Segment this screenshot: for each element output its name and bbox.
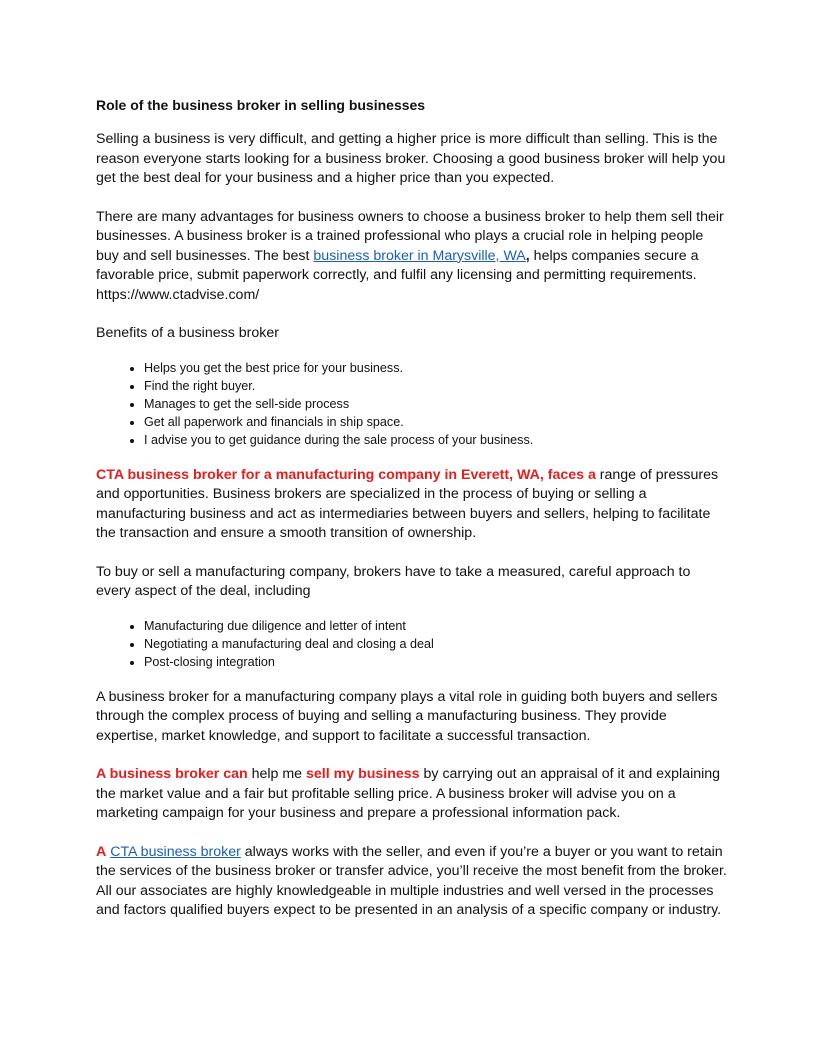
cta-broker-link[interactable]: CTA business broker (110, 843, 241, 860)
cta-paragraph (96, 843, 728, 921)
role-paragraph: A business broker for a manufacturing company plays a vital role in guiding both buyers and sellers through the complex process of buying and selling a manufacturing business. They provide expertise, market knowledge, and support to facilitate a successful transaction. (96, 688, 718, 744)
deal-items-list (96, 617, 728, 671)
manufacturing-text: range of pressures and opportunities. Business brokers are specialized in the process of buying or selling a manufacturing business and act as intermediaries between buyers and sellers, helping to facilitate the transaction and ensure a smooth transition of ownership. (96, 466, 719, 541)
list-item: • Find the right buyer. (144, 377, 728, 395)
cta-highlight: A (96, 843, 107, 860)
sell-my-business-highlight: sell my business (306, 766, 420, 782)
advantages-text: There are many advantages for business owners to choose a business broker to help them sell their businesses. A business broker is a trained professional who plays a crucial role in helping people buy and sell businesses. The best (96, 208, 724, 264)
list-item: • Helps you get the best price for your business. (144, 359, 728, 377)
sell-business-paragraph (96, 765, 728, 824)
link-comma: , (525, 247, 530, 264)
list-item: • Manages to get the sell-side process (144, 395, 728, 413)
document-body (96, 95, 728, 940)
marysville-broker-link[interactable]: business broker in Marysville, WA (313, 247, 526, 264)
list-item: • Get all paperwork and financials in ship space. (144, 413, 728, 431)
list-item: • Negotiating a manufacturing deal and closing a deal (144, 635, 728, 653)
advantages-paragraph (96, 208, 728, 306)
manufacturing-highlight: CTA business broker for a manufacturing company in Everett, WA, faces a (96, 466, 596, 483)
website-url: https://www.ctadvise.com/ (96, 286, 260, 303)
cta-text: always works with the seller, and even if you’re a buyer or you want to retain the services of the business broker or transfer advice, you’ll receive the most benefit from the broker. All our associates are highly knowledgeable in multiple industries and well versed in the processes and factors qualified buyers expect to be presented in an analysis of a specific company or industry. (96, 843, 727, 918)
benefits-list (96, 359, 728, 449)
page-title: Role of the business broker in selling businesses (96, 97, 426, 113)
benefits-heading: Benefits of a business broker (96, 325, 279, 341)
list-item: • Manufacturing due diligence and letter of intent (144, 617, 728, 635)
advantages-text-continued: helps companies secure a favorable price, submit paperwork correctly, and fulfil any licensing and permitting requirements. (96, 247, 699, 283)
intro-paragraph: Selling a business is very difficult, and getting a higher price is more difficult than selling. This is the reason everyone starts looking for a business broker. Choosing a good business broker will help you get the best deal for your business and a higher price than you expected. (96, 131, 726, 186)
help-me-text: help me (247, 766, 307, 782)
list-item: • Post-closing integration (144, 653, 728, 671)
manufacturing-paragraph (96, 466, 728, 544)
deal-approach-paragraph: To buy or sell a manufacturing company, brokers have to take a measured, careful approach to every aspect of the deal, including (96, 563, 691, 599)
appraisal-text: by carrying out an appraisal of it and explaining the market value and a fair but profitable selling price. A business broker will advise you on a marketing campaign for your business and prepare a professional information pack. (96, 766, 721, 821)
list-item: • I advise you to get guidance during the sale process of your business. (144, 431, 728, 449)
broker-can-highlight: A business broker can (96, 766, 248, 782)
